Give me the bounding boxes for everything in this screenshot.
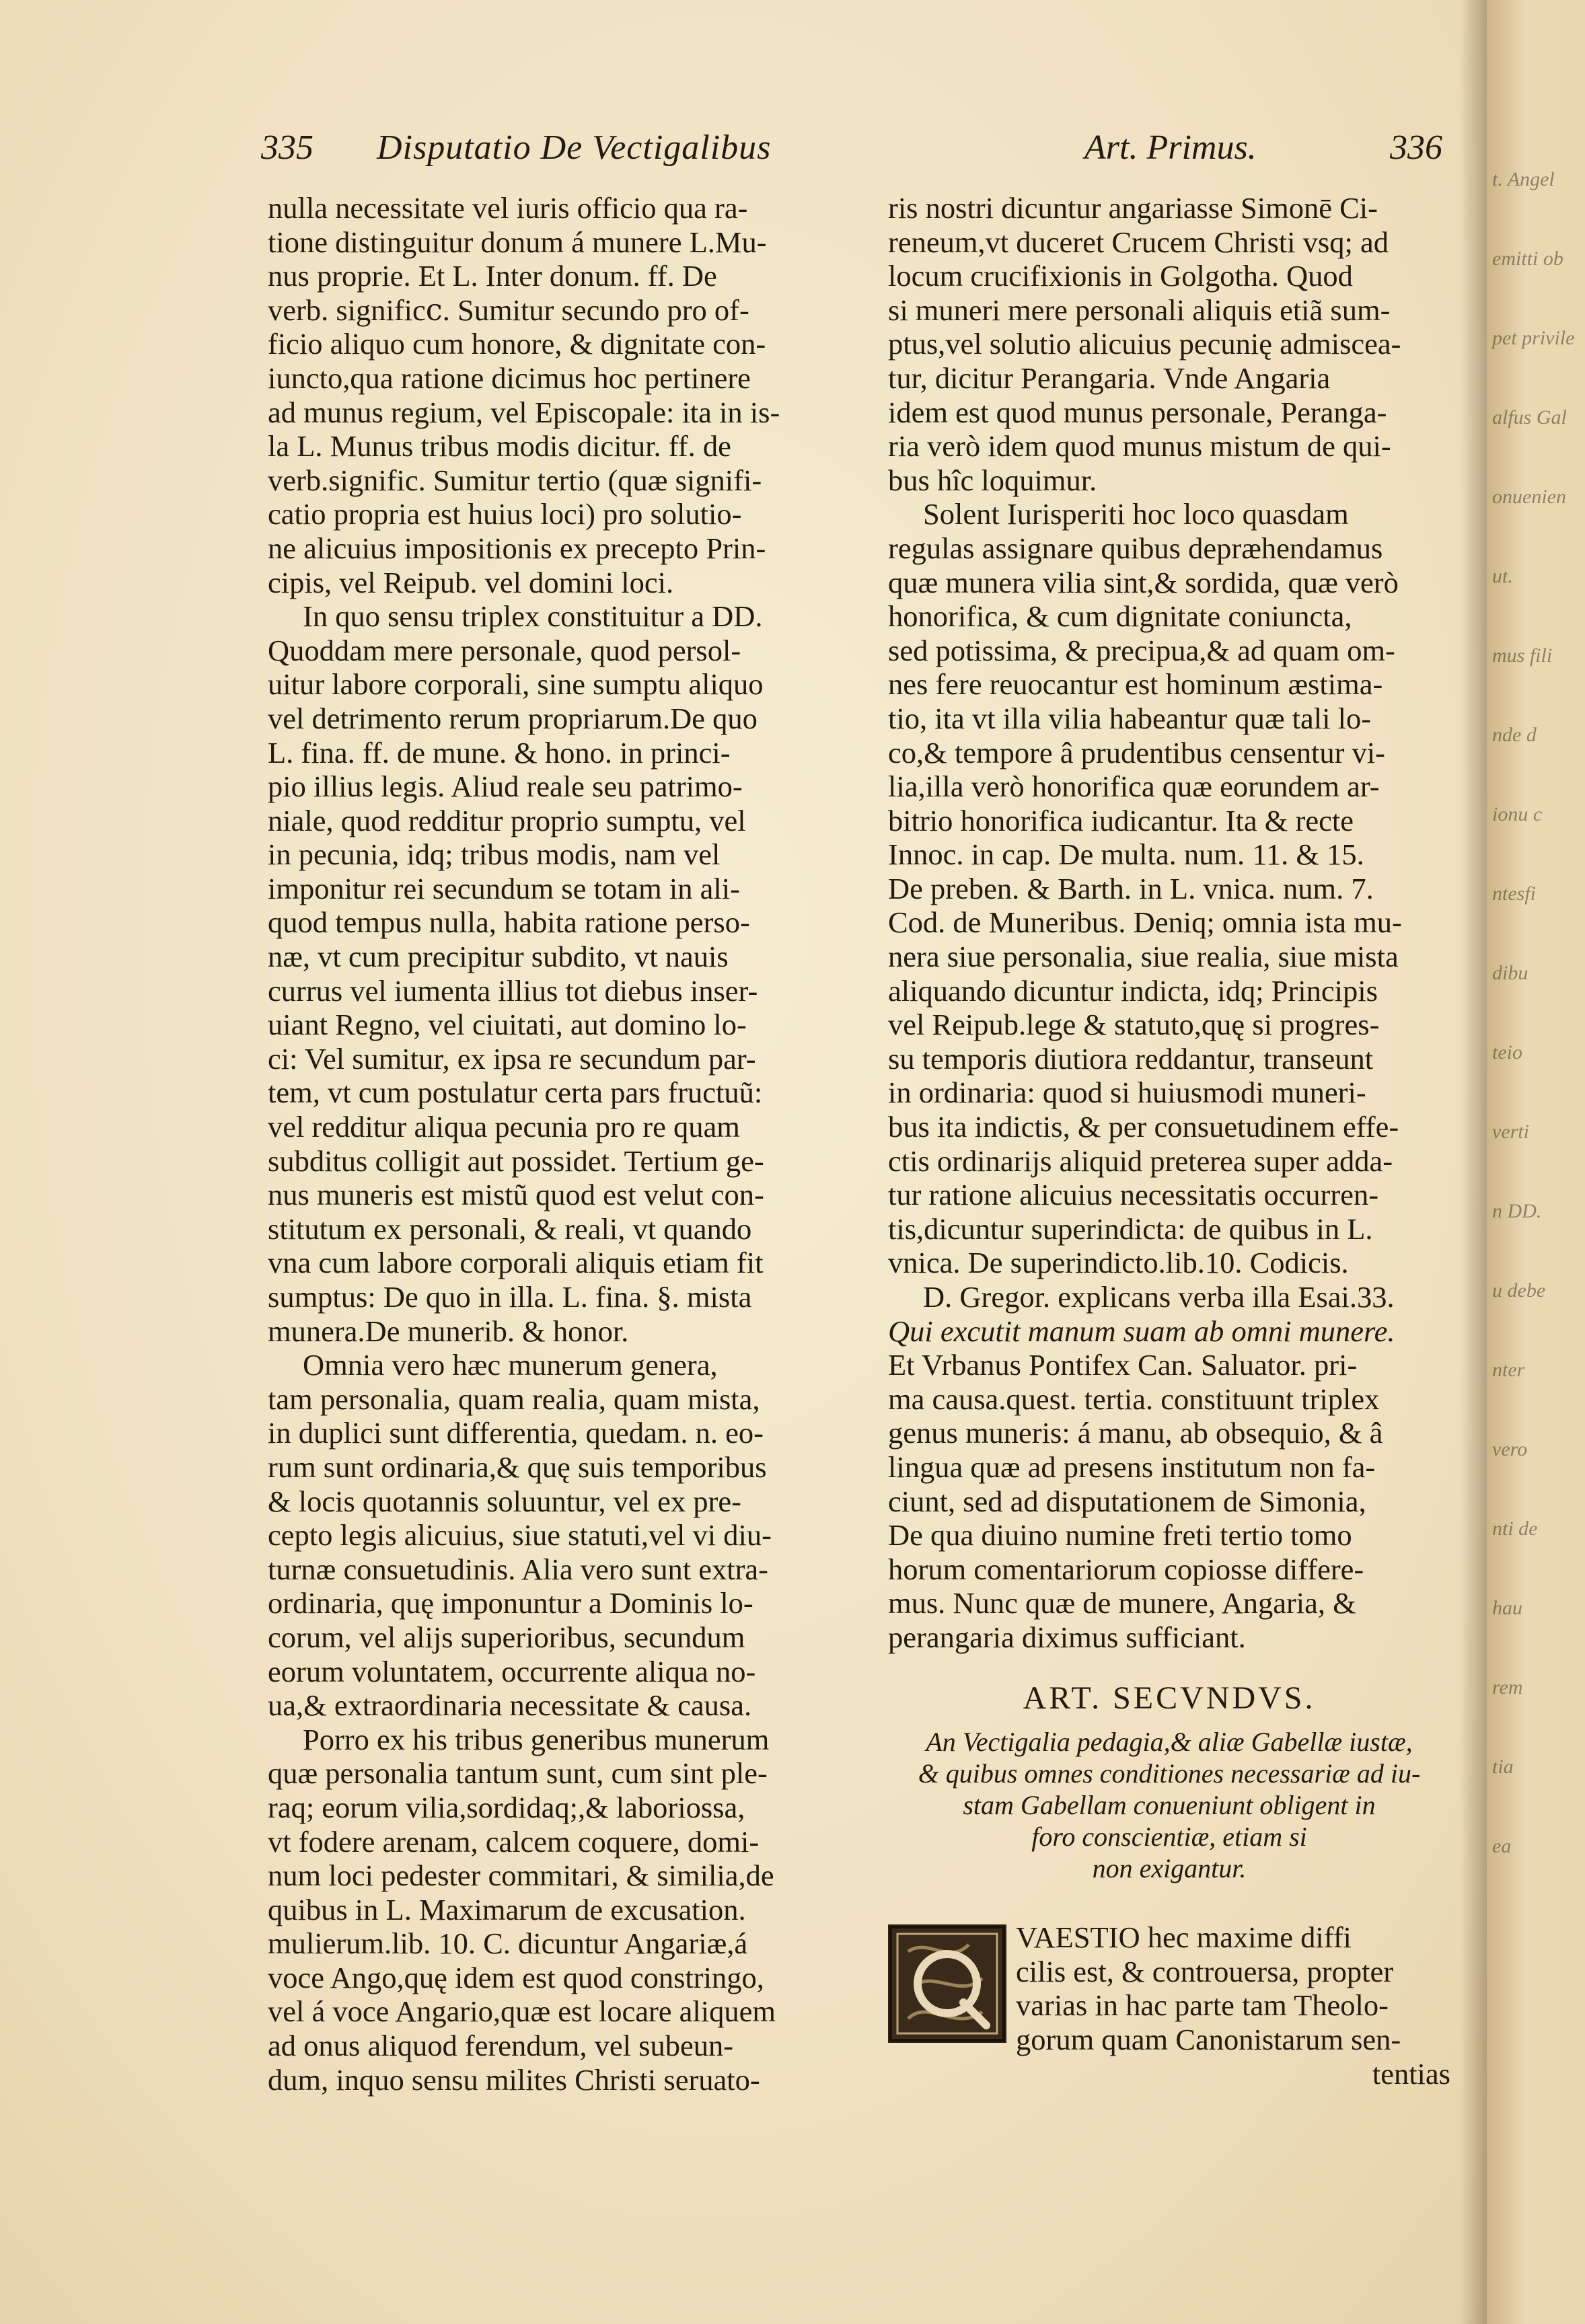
text-line: næ, vt cum precipitur subdito, vt nauis: [268, 940, 729, 974]
text-line: uitur labore corporali, sine sumptu aliquo: [268, 667, 764, 702]
article-heading: ART. SECVNDVS.: [1023, 1680, 1316, 1716]
next-page-fragment: vero: [1492, 1438, 1528, 1460]
text-line: D. Gregor. explicans verba illa Esai.33.: [923, 1280, 1395, 1314]
text-line: nus proprie. Et L. Inter donum. ff. De: [268, 259, 717, 293]
text-line: ris nostri dicuntur angariasse Simonē Ci-: [888, 191, 1378, 225]
text-line: lia,illa verò honorifica quæ eorundem ar-: [888, 770, 1380, 804]
text-line: Solent Iurisperiti hoc loco quasdam: [923, 497, 1349, 531]
text-line: honorifica, & cum dignitate coniuncta,: [888, 599, 1352, 634]
text-line: quæ personalia tantum sunt, cum sint ple-: [268, 1756, 768, 1791]
text-line: sumptus: De quo in illa. L. fina. §. mista: [268, 1280, 752, 1314]
text-line: vel redditur aliqua pecunia pro re quam: [268, 1110, 740, 1144]
text-line: tur ratione alicuius necessitatis occurren-: [888, 1178, 1379, 1212]
text-line: quibus in L. Maximarum de excusation.: [268, 1892, 746, 1926]
text-line: la L. Munus tribus modis dicitur. ff. de: [268, 429, 731, 463]
text-line: nulla necessitate vel iuris officio qua ra-: [268, 191, 748, 225]
text-line: bus hîc loquimur.: [888, 463, 1097, 497]
next-page-fragment: ntesfi: [1492, 883, 1536, 905]
next-page-fragment: mus fili: [1492, 644, 1553, 667]
text-line: Cod. de Muneribus. Deniq; omnia ista mu-: [888, 905, 1402, 940]
next-page-fragment: tia: [1492, 1756, 1514, 1778]
text-line: munera.De munerib. & honor.: [268, 1314, 629, 1348]
text-line: In quo sensu triplex constituitur a DD.: [303, 599, 763, 634]
text-line: ctis ordinarijs aliquid preterea super adda-: [888, 1144, 1393, 1178]
next-page-fragment: teio: [1492, 1041, 1522, 1063]
next-page-fragment: t. Angel: [1492, 168, 1555, 190]
text-line: pio illius legis. Aliud reale seu patrimo-: [268, 770, 743, 804]
text-line: ordinaria, quę imponuntur a Dominis lo-: [268, 1586, 753, 1620]
text-line: rum sunt ordinaria,& quę suis temporibus: [268, 1450, 767, 1484]
article-body-line: VAESTIO hec maxime diffi: [1016, 1920, 1352, 1955]
text-line: Qui excutit manum suam ab omni munere.: [888, 1314, 1395, 1348]
text-line: ficio aliquo cum honore, & dignitate con-: [268, 327, 766, 361]
right-text-column: [888, 191, 1450, 2091]
text-line: lingua quæ ad presens institutum non fa-: [888, 1450, 1376, 1484]
text-line: verb.signific. Sumitur tertio (quæ signifi-: [268, 463, 762, 497]
text-line: ad munus regium, vel Episcopale: ita in is-: [268, 395, 780, 429]
decorated-initial-q-icon: [888, 1924, 1006, 2043]
text-line: niale, quod redditur proprio sumptu, vel: [268, 803, 746, 837]
text-line: locum crucifixionis in Golgotha. Quod: [888, 259, 1353, 293]
next-page-fragment: verti: [1492, 1121, 1529, 1143]
article-question-line: stam Gabellam conueniunt obligent in: [963, 1790, 1376, 1821]
text-line: bus ita indictis, & per consuetudinem effe-: [888, 1110, 1399, 1144]
text-line: quæ munera vilia sint,& sordida, quæ verò: [888, 565, 1399, 599]
text-line: reneum,vt duceret Crucem Christi vsq; ad: [888, 225, 1389, 259]
text-line: vnica. De superindicto.lib.10. Codicis.: [888, 1246, 1349, 1280]
text-line: turnæ consuetudinis. Alia vero sunt extra-: [268, 1552, 769, 1586]
right-column-body: [888, 191, 1450, 1655]
text-line: ad onus aliquod ferendum, vel subeun-: [268, 2029, 734, 2063]
text-line: dum, inquo sensu milites Christi seruato-: [268, 2062, 760, 2097]
text-line: stitutum ex personali, & reali, vt quando: [268, 1211, 752, 1246]
next-page-fragment: alfus Gal: [1492, 406, 1567, 428]
text-line: nes fere reuocantur est hominum æstima-: [888, 667, 1383, 702]
text-line: ria verò idem quod munus mistum de qui-: [888, 429, 1391, 463]
article-question-line: non exigantur.: [1092, 1853, 1247, 1884]
text-line: De qua diuino numine freti tertio tomo: [888, 1518, 1352, 1552]
text-line: vel Reipub.lege & statuto,quę si progres-: [888, 1008, 1380, 1042]
text-line: idem est quod munus personale, Peranga-: [888, 395, 1387, 429]
text-line: regulas assignare quibus depræhendamus: [888, 531, 1383, 565]
text-line: ptus,vel solutio alicuius pecunię admiscea-: [888, 327, 1401, 361]
article-question-line: & quibus omnes conditiones necessariæ ad iu-: [918, 1758, 1421, 1789]
text-line: in duplici sunt differentia, quedam. n. eo-: [268, 1416, 764, 1450]
text-line: ne alicuius impositionis ex precepto Prin-: [268, 531, 766, 565]
page-number-left: 335: [261, 128, 314, 167]
text-line: ma causa.quest. tertia. constituunt triplex: [888, 1382, 1380, 1416]
running-title-left: Disputatio De Vectigalibus: [377, 128, 772, 167]
text-line: nus muneris est mistũ quod est velut con-: [268, 1178, 764, 1212]
text-line: corum, vel alijs superioribus, secundum: [268, 1620, 745, 1654]
text-line: genus muneris: á manu, ab obsequio, & â: [888, 1416, 1383, 1450]
text-line: co,& tempore â prudentibus censentur vi-: [888, 735, 1385, 770]
running-header: [0, 128, 1585, 182]
text-line: vna cum labore corporali aliquis etiam fit: [268, 1246, 764, 1280]
article-body-line: cilis est, & controuersa, propter: [1016, 1954, 1394, 1988]
text-line: Quoddam mere personale, quod persol-: [268, 633, 741, 667]
text-line: Innoc. in cap. De multa. num. 11. & 15.: [888, 837, 1364, 872]
text-line: tis,dicuntur superindicta: de quibus in L.: [888, 1211, 1373, 1246]
text-line: vel detrimento rerum propriarum.De quo: [268, 701, 758, 735]
text-line: vt fodere arenam, calcem coquere, domi-: [268, 1824, 760, 1859]
text-line: tione distinguitur donum á munere L.Mu-: [268, 225, 767, 259]
text-line: voce Ango,quę idem est quod constringo,: [268, 1960, 764, 1994]
text-line: uiant Regno, vel ciuitati, aut domino lo-: [268, 1008, 747, 1042]
article-body: [888, 1920, 1450, 2091]
text-line: sed potissima, & precipua,& ad quam om-: [888, 633, 1395, 667]
next-page-fragment: ut.: [1492, 565, 1513, 587]
text-line: bitrio honorifica iudicantur. Ita & recte: [888, 803, 1354, 837]
text-line: mulierum.lib. 10. C. dicuntur Angariæ,á: [268, 1926, 748, 1961]
text-line: catio propria est huius loci) pro solutio-: [268, 497, 742, 531]
article-question-line: An Vectigalia pedagia,& aliæ Gabellæ iustæ,: [926, 1727, 1413, 1758]
running-title-right: Art. Primus.: [1084, 128, 1257, 167]
text-line: ciunt, sed ad disputationem de Simonia,: [888, 1484, 1366, 1518]
text-line: su temporis diutiora reddantur, transeunt: [888, 1041, 1374, 1076]
text-line: iuncto,qua ratione dicimus hoc pertinere: [268, 361, 751, 395]
text-line: perangaria diximus sufficiant.: [888, 1620, 1246, 1654]
text-line: num loci pedester commitari, & similia,de: [268, 1859, 774, 1893]
text-line: in ordinaria: quod si huiusmodi muneri-: [888, 1076, 1366, 1110]
next-page-fragment: rem: [1492, 1676, 1523, 1698]
next-page-fragment: emitti ob: [1492, 248, 1563, 270]
next-page-fragment: nde d: [1492, 724, 1537, 746]
text-line: tio, ita vt illa vilia habeantur quæ tali lo-: [888, 701, 1372, 735]
text-line: eorum voluntatem, occurrente aliqua no-: [268, 1654, 756, 1688]
article-question: [888, 1726, 1450, 1884]
text-line: aliquando dicuntur indicta, idq; Principis: [888, 973, 1378, 1008]
text-line: Et Vrbanus Pontifex Can. Saluator. pri-: [888, 1348, 1358, 1382]
next-page-edge: [1487, 0, 1585, 2324]
article-body-line: tentias: [1372, 2056, 1450, 2091]
text-line: De preben. & Barth. in L. vnica. num. 7.: [888, 871, 1374, 905]
gutter-shadow: [1460, 0, 1487, 2324]
text-line: raq; eorum vilia,sordidaq;,& laboriossa,: [268, 1790, 745, 1824]
text-line: Omnia vero hæc munerum genera,: [303, 1348, 718, 1382]
text-line: horum comentariorum copiosse differe-: [888, 1552, 1364, 1586]
text-line: in pecunia, idq; tribus modis, nam vel: [268, 837, 721, 872]
next-page-fragment: ea: [1492, 1835, 1512, 1857]
text-line: cepto legis alicuius, siue statuti,vel vi diu-: [268, 1518, 772, 1552]
text-line: imponitur rei secundum se totam in ali-: [268, 871, 740, 905]
text-line: L. fina. ff. de mune. & hono. in princi-: [268, 735, 731, 770]
text-line: vel á voce Angario,quæ est locare aliquem: [268, 1994, 776, 2029]
text-line: quod tempus nulla, habita ratione perso-: [268, 905, 750, 940]
next-page-fragment: hau: [1492, 1597, 1522, 1619]
text-line: Porro ex his tribus generibus munerum: [303, 1722, 770, 1756]
text-line: mus. Nunc quæ de munere, Angaria, &: [888, 1586, 1356, 1620]
article-body-line: varias in hac parte tam Theolo-: [1016, 1988, 1389, 2023]
text-line: verb. significⅽ. Sumitur secundo pro of-: [268, 293, 749, 327]
text-line: ua,& extraordinaria necessitate & causa.: [268, 1688, 752, 1723]
next-page-fragment: onuenien: [1492, 486, 1566, 508]
text-line: si muneri mere personali aliquis etiã sum-: [888, 293, 1391, 327]
text-line: tam personalia, quam realia, quam mista,: [268, 1382, 760, 1416]
next-page-fragment: pet privile: [1492, 327, 1575, 349]
text-line: ci: Vel sumitur, ex ipsa re secundum par-: [268, 1041, 756, 1076]
article-body-line: gorum quam Canonistarum sen-: [1016, 2022, 1401, 2056]
text-line: & locis quotannis soluuntur, vel ex pre-: [268, 1484, 741, 1518]
text-line: cipis, vel Reipub. vel domini loci.: [268, 565, 674, 599]
next-page-fragment: nti de: [1492, 1517, 1538, 1540]
text-line: nera siue personalia, siue realia, siue mista: [888, 940, 1399, 974]
article-question-line: foro conscientiæ, etiam si: [1031, 1822, 1307, 1852]
next-page-fragment: n DD.: [1492, 1200, 1542, 1222]
next-page-fragment: u debe: [1492, 1279, 1546, 1302]
left-text-column: [268, 191, 833, 2097]
next-page-fragment: nter: [1492, 1359, 1525, 1381]
text-line: currus vel iumenta illius tot diebus inser-: [268, 973, 758, 1008]
text-line: tem, vt cum postulatur certa pars fructuũ:: [268, 1076, 763, 1110]
text-line: subditus colligit aut possidet. Tertium ge-: [268, 1144, 764, 1178]
next-page-fragment: dibu: [1492, 962, 1528, 984]
page-number-right: 336: [1390, 128, 1442, 167]
next-page-fragment: ionu c: [1492, 803, 1543, 825]
text-line: tur, dicitur Perangaria. Vnde Angaria: [888, 361, 1331, 395]
